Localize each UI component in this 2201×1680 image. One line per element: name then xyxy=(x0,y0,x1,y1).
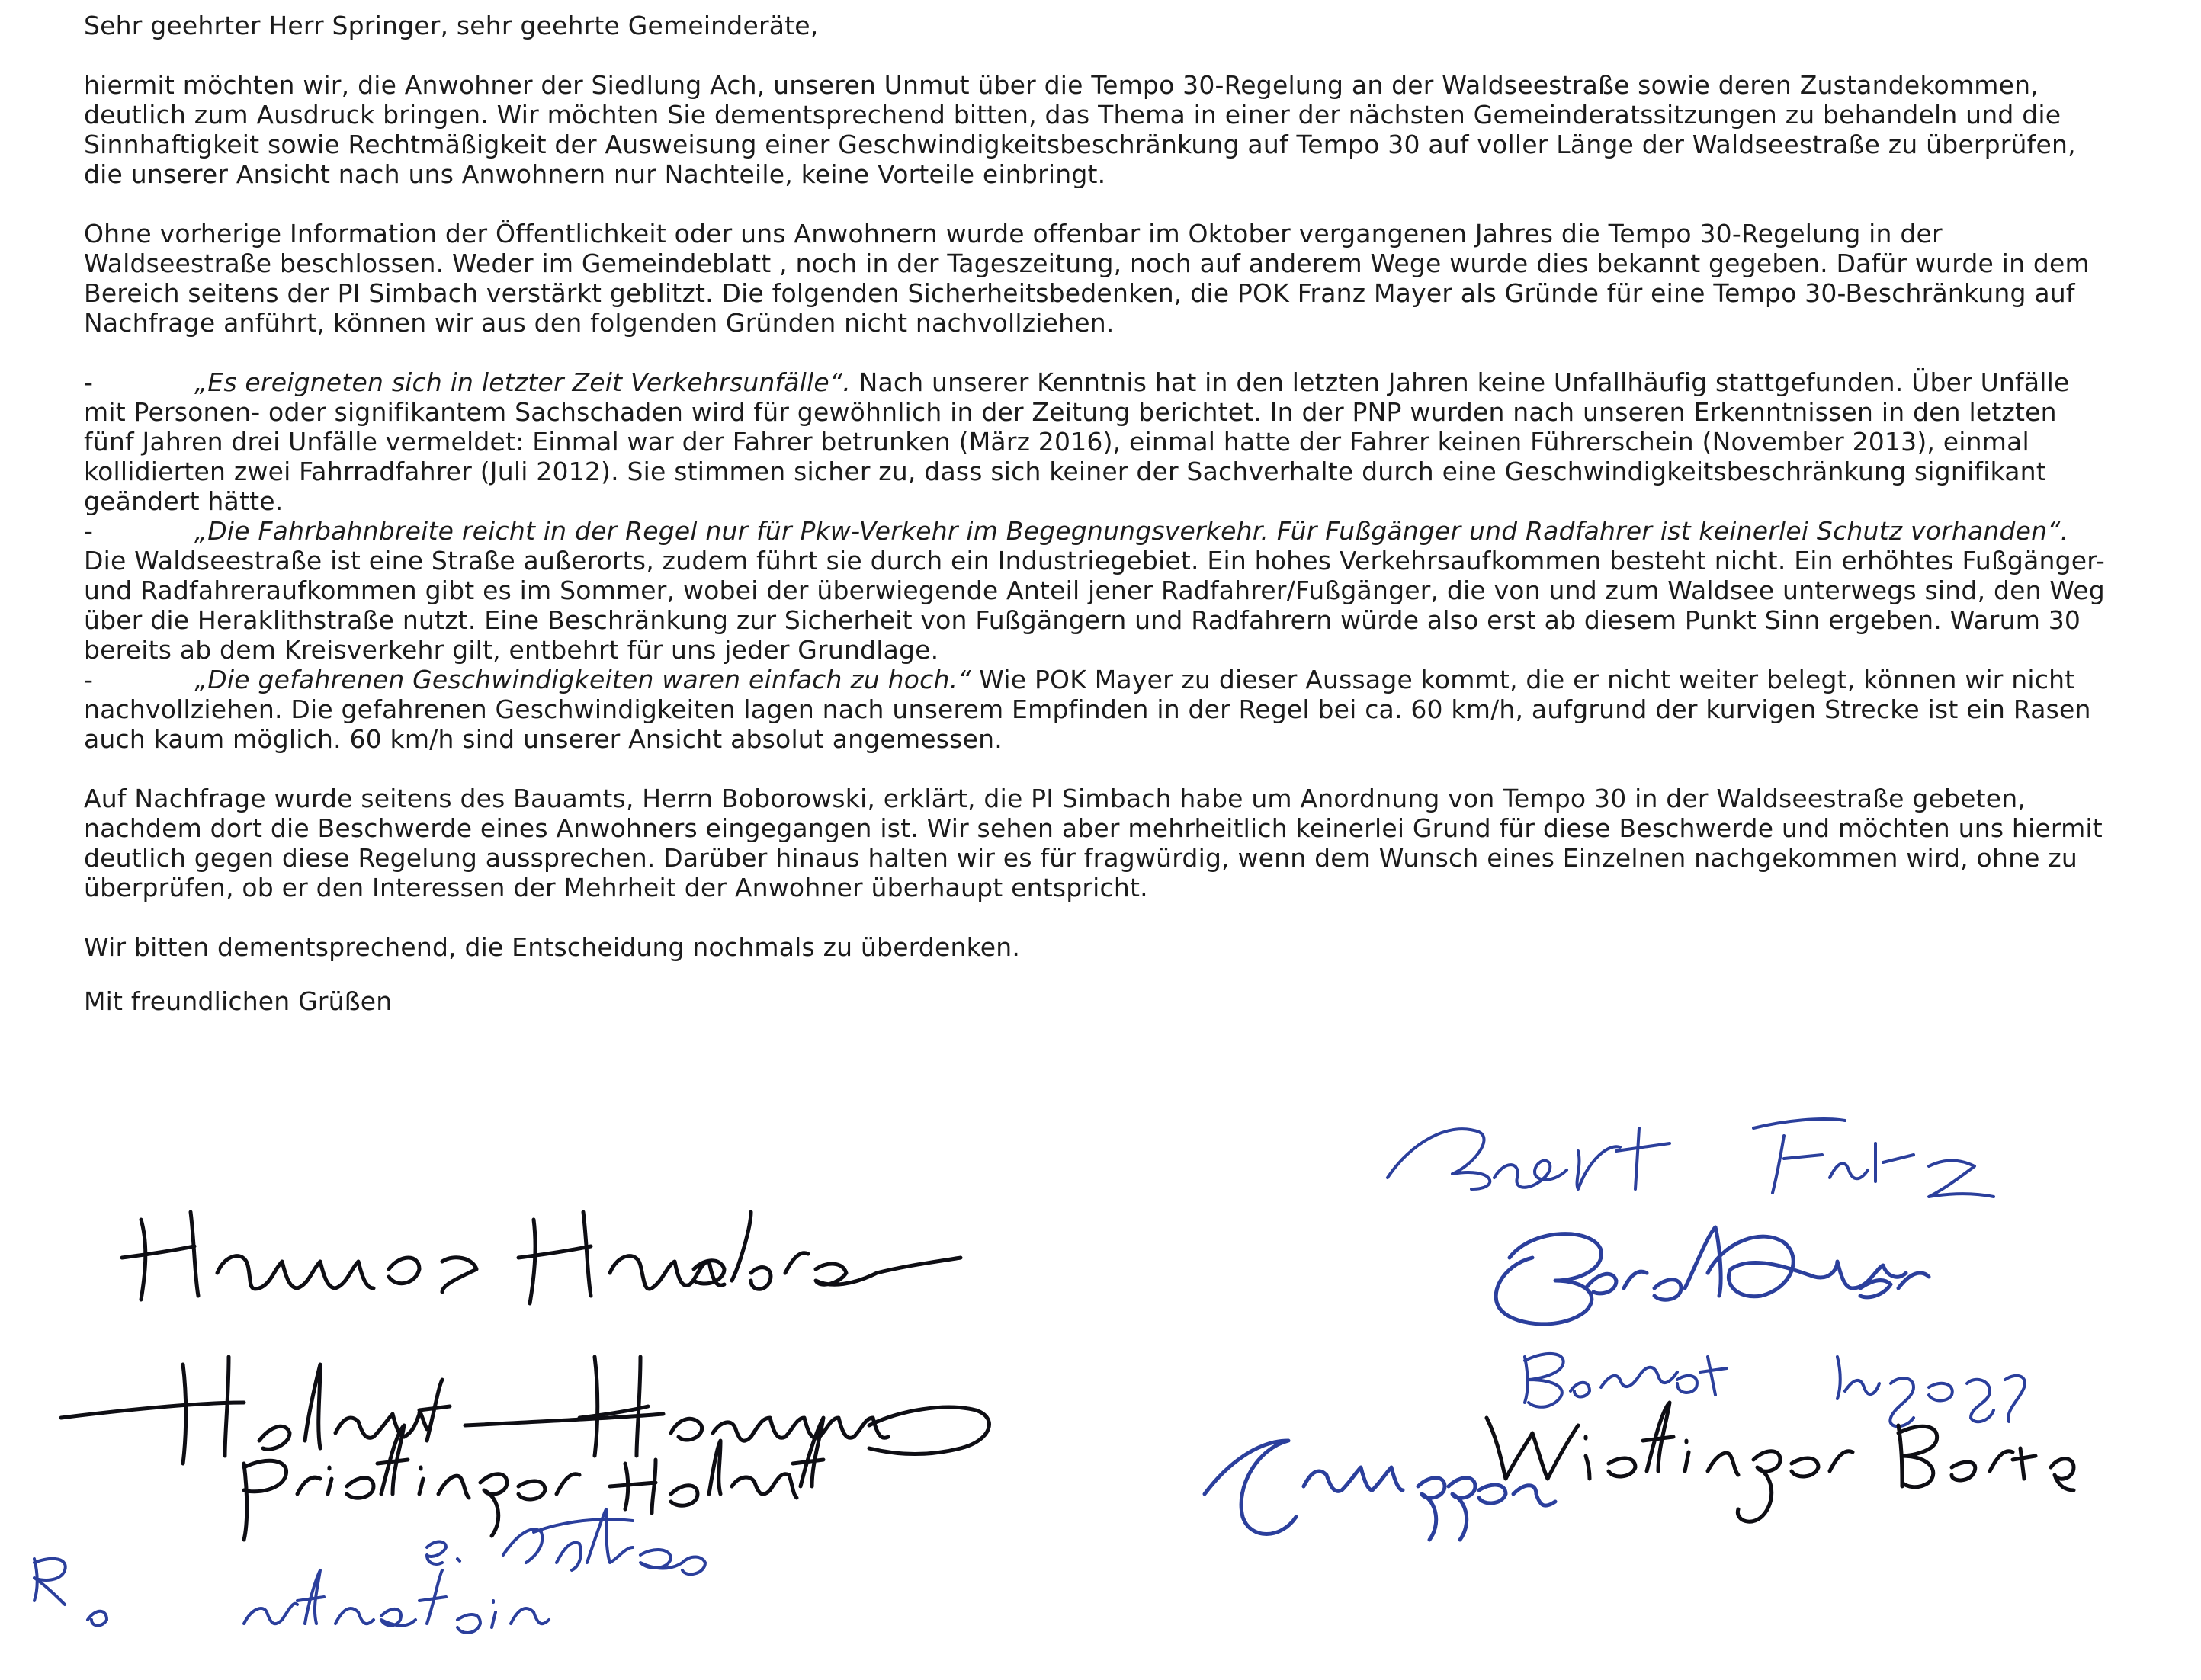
signature-helmut-hammer xyxy=(61,1357,989,1464)
list-dash: - xyxy=(84,367,94,397)
signature-berndt-second xyxy=(1496,1227,1929,1324)
signature-aufinger xyxy=(427,1509,705,1574)
signature-blue-scribble xyxy=(1205,1441,1555,1540)
quoted-statement: „Die Fahrbahnbreite reicht in der Regel nur für Pkw-Verkehr im Begegnungsverkehr. Für Fußgänger und Radfahrer ist keinerlei Schutz vorhanden“. xyxy=(194,516,2069,546)
signature-berndt-ingeborg xyxy=(1525,1354,2025,1426)
paragraph-2: Ohne vorherige Information der Öffentlichkeit oder uns Anwohnern wurde offenbar im Oktober vergangenen Jahres die Tempo 30-Regelung in der Waldseestraße beschlossen. Weder im Gemeindeblatt , noch in der Tageszeitung, noch auf anderem Wege wurde dies bekannt gegeben. Dafür wurde in dem Bereich seitens der PI Simbach verstärkt geblitzt. Die folgenden Sicherheitsbedenken, die POK Franz Mayer als Gründe für eine Tempo 30-Beschränkung auf Nachfrage anführt, können wir aus den folgenden Gründen nicht nachvollziehen. xyxy=(84,219,2090,338)
paragraph-1: hiermit möchten wir, die Anwohner der Siedlung Ach, unseren Unmut über die Tempo 30-Regelung an der Waldseestraße sowie deren Zustandekommen, deutlich zum Ausdruck bringen. Wir möchten Sie dementsprechend bitten, das Thema in einer der nächsten Gemeinderatssitzungen zu behandeln und die Sinnhaftigkeit sowie Rechtmäßigkeit der Ausweisung einer Geschwindigkeitsbeschränkung auf Tempo 30 auf voller Länge der Waldseestraße zu überprüfen, die unserer Ansicht nach uns Anwohnern nur Nachteile, keine Vorteile einbringt. xyxy=(84,70,2076,189)
signature-rauschenstein xyxy=(34,1559,549,1633)
quoted-statement: „Die gefahrenen Geschwindigkeiten waren einfach zu hoch.“ xyxy=(194,665,971,694)
closing-request: Wir bitten dementsprechend, die Entscheidung nochmals zu überdenken. xyxy=(84,932,1021,962)
point-text: Nach unserer Kenntnis hat in den letzten Jahren keine Unfallhäufig stattgefunden. Über Unfälle mit Personen- oder signifikantem Sachschaden wird für gewöhnlich in der Zeitung berichtet. In der PNP wurden nach unseren Erkenntnissen in den letzten fünf Jahren drei Unfälle vermeldet: Einmal war der Fahrer betrunken (März 2016), einmal hatte der Fahrer keinen Führerschein (November 2013), einmal kollidierten zwei Fahrradfahrer (Juli 2012). Sie stimmen sicher zu, dass sich keiner der Sachverhalte durch eine Geschwindigkeitsbeschränkung signifikant geändert hätte. xyxy=(84,367,2070,516)
salutation: Sehr geehrter Herr Springer, sehr geehrte Gemeinderäte, xyxy=(84,11,819,40)
point-text: Wie POK Mayer zu dieser Aussage kommt, die er nicht weiter belegt, können wir nicht nachvollziehen. Die gefahrenen Geschwindigkeiten lagen nach unserem Empfinden in der Regel bei ca. 60 km/h, aufgrund der kurvigen Strecke ist ein Rasen auch kaum möglich. 60 km/h sind unserer Ansicht absolut angemessen. xyxy=(84,665,2091,754)
list-dash: - xyxy=(84,516,94,546)
closing-greeting: Mit freundlichen Grüßen xyxy=(84,986,393,1016)
signature-berndt-fritz xyxy=(1388,1119,1994,1197)
point-text: Die Waldseestraße ist eine Straße außerorts, zudem führt sie durch ein Industriegebiet. Ein hohes Verkehrsaufkommen besteht nicht. Ein erhöhtes Fußgänger- und Radfahreraufkommen gibt es im Sommer, wobei der überwiegende Anteil jener Radfahrer/Fußgänger, die von und zum Waldsee unterwegs sind, den Weg über die Heraklithstraße nutzt. Eine Beschränkung zur Sicherheit von Fußgängern und Radfahrern würde also erst ab diesem Punkt Sinn ergeben. Warum 30 bereits ab dem Kreisverkehr gilt, entbehrt für uns jeder Grundlage. xyxy=(84,546,2106,665)
list-dash: - xyxy=(84,665,94,694)
paragraph-3: Auf Nachfrage wurde seitens des Bauamts, Herrn Boborowski, erklärt, die PI Simbach habe um Anordnung von Tempo 30 in der Waldseestraße gebeten, nachdem dort die Beschwerde eines Anwohners eingegangen ist. Wir sehen aber mehrheitlich keinerlei Grund für diese Beschwerde und möchten uns hiermit deutlich gegen diese Regelung aussprechen. Darüber hinaus halten wir es für fragwürdig, wenn dem Wunsch eines Einzelnen nachgekommen wird, ohne zu überprüfen, ob er den Interessen der Mehrheit der Anwohner überhaupt entspricht. xyxy=(84,784,2103,903)
quoted-statement: „Es ereigneten sich in letzter Zeit Verkehrsunfälle“. xyxy=(194,367,851,397)
signature-hannes-hamedre xyxy=(122,1212,961,1303)
